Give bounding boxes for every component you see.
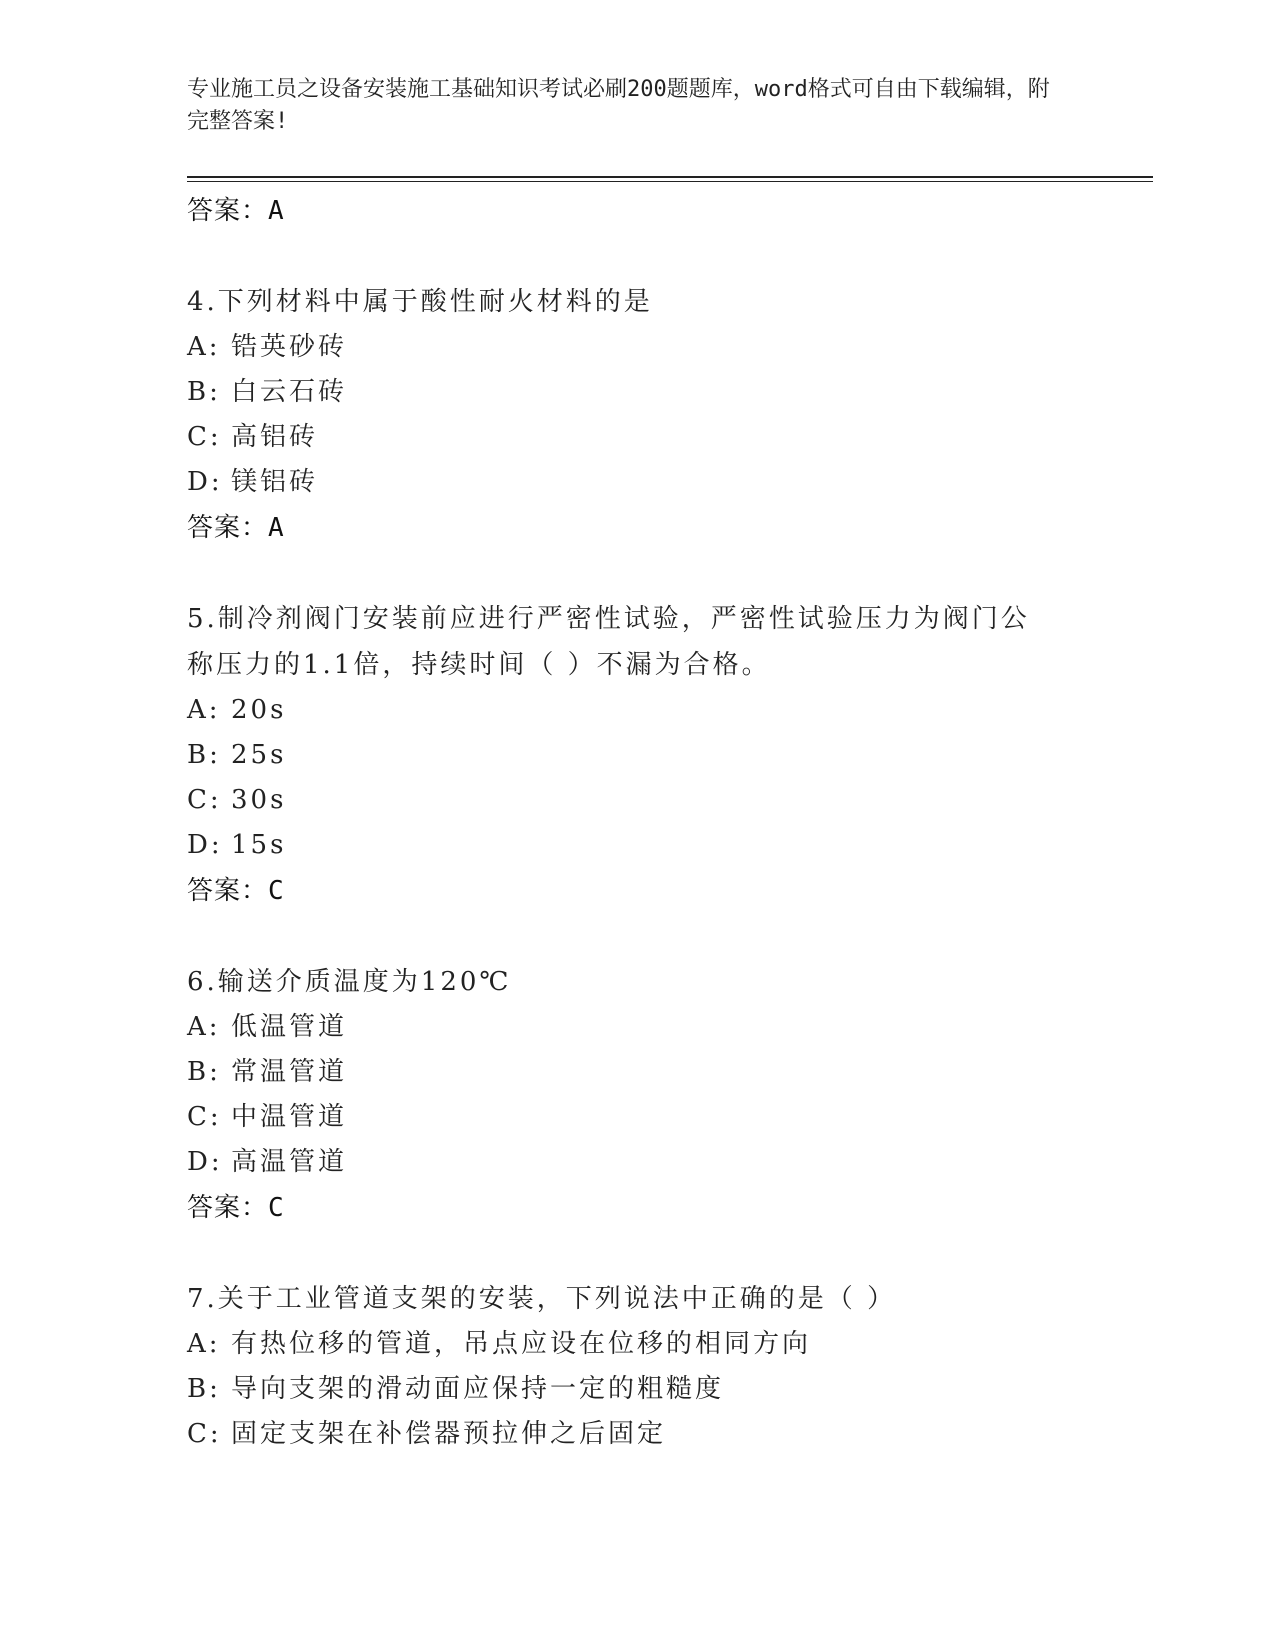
option-letter: C: (187, 1102, 222, 1132)
option-d (187, 1140, 1087, 1185)
header-rule-thin (187, 181, 1153, 182)
option-letter: A: (187, 1329, 221, 1359)
option-letter: B: (187, 377, 221, 407)
answer-line: 答案：C (187, 1193, 285, 1223)
option-c (187, 1095, 1087, 1140)
answer-line: 答案：A (187, 196, 285, 226)
option-d (187, 460, 1087, 505)
option-letter: A: (187, 1012, 221, 1042)
option-letter: C: (187, 1419, 222, 1449)
document-header: 专业施工员之设备安装施工基础知识考试必刷200题题库，word格式可自由下载编辑，附完整答案! (187, 77, 1050, 134)
question-item (187, 279, 1087, 551)
option-letter: B: (187, 1057, 221, 1087)
question-item (187, 1276, 1087, 1457)
option-a (187, 688, 1087, 733)
option-b (187, 370, 1087, 415)
option-text: 15s (231, 830, 287, 860)
question-stem: 7.关于工业管道支架的安装，下列说法中正确的是（ ） (187, 1284, 897, 1314)
question-stem: 6.输送介质温度为120℃ (187, 967, 512, 997)
option-letter: D: (187, 1147, 223, 1177)
question-stem: 5.制冷剂阀门安装前应进行严密性试验，严密性试验压力为阀门公称压力的1.1倍，持续时间（ ）不漏为合格。 (187, 604, 1030, 680)
option-text: 常温管道 (231, 1057, 348, 1087)
option-text: 中温管道 (231, 1102, 348, 1132)
question-item (187, 959, 1087, 1231)
option-text: 高铝砖 (231, 422, 319, 452)
option-text: 30s (231, 785, 287, 815)
question-stem: 4.下列材料中属于酸性耐火材料的是 (187, 287, 653, 317)
option-letter: A: (187, 332, 221, 362)
option-text: 25s (231, 740, 287, 770)
option-text: 锆英砂砖 (231, 332, 348, 362)
option-letter: D: (187, 830, 223, 860)
option-text: 白云石砖 (231, 377, 348, 407)
option-c (187, 415, 1087, 460)
option-text: 高温管道 (231, 1147, 348, 1177)
option-letter: B: (187, 740, 221, 770)
option-letter: D: (187, 467, 223, 497)
option-text: 有热位移的管道，吊点应设在位移的相同方向 (231, 1329, 812, 1359)
option-b (187, 1367, 1087, 1412)
option-text: 固定支架在补偿器预拉伸之后固定 (231, 1419, 667, 1449)
option-text: 低温管道 (231, 1012, 348, 1042)
option-c (187, 1412, 1087, 1457)
header-rule-thick (187, 176, 1153, 178)
answer-line: 答案：A (187, 513, 285, 543)
option-text: 导向支架的滑动面应保持一定的粗糙度 (231, 1374, 725, 1404)
option-letter: A: (187, 695, 221, 725)
option-d (187, 823, 1087, 868)
option-b (187, 733, 1087, 778)
question-list (187, 188, 1087, 1457)
option-text: 镁铝砖 (231, 467, 319, 497)
question-item (187, 596, 1087, 914)
option-letter: C: (187, 785, 222, 815)
option-b (187, 1050, 1087, 1095)
option-a (187, 325, 1087, 370)
answer-line: 答案：C (187, 876, 285, 906)
option-a (187, 1322, 1087, 1367)
option-text: 20s (231, 695, 287, 725)
option-a (187, 1005, 1087, 1050)
option-c (187, 778, 1087, 823)
option-letter: B: (187, 1374, 221, 1404)
option-letter: C: (187, 422, 222, 452)
